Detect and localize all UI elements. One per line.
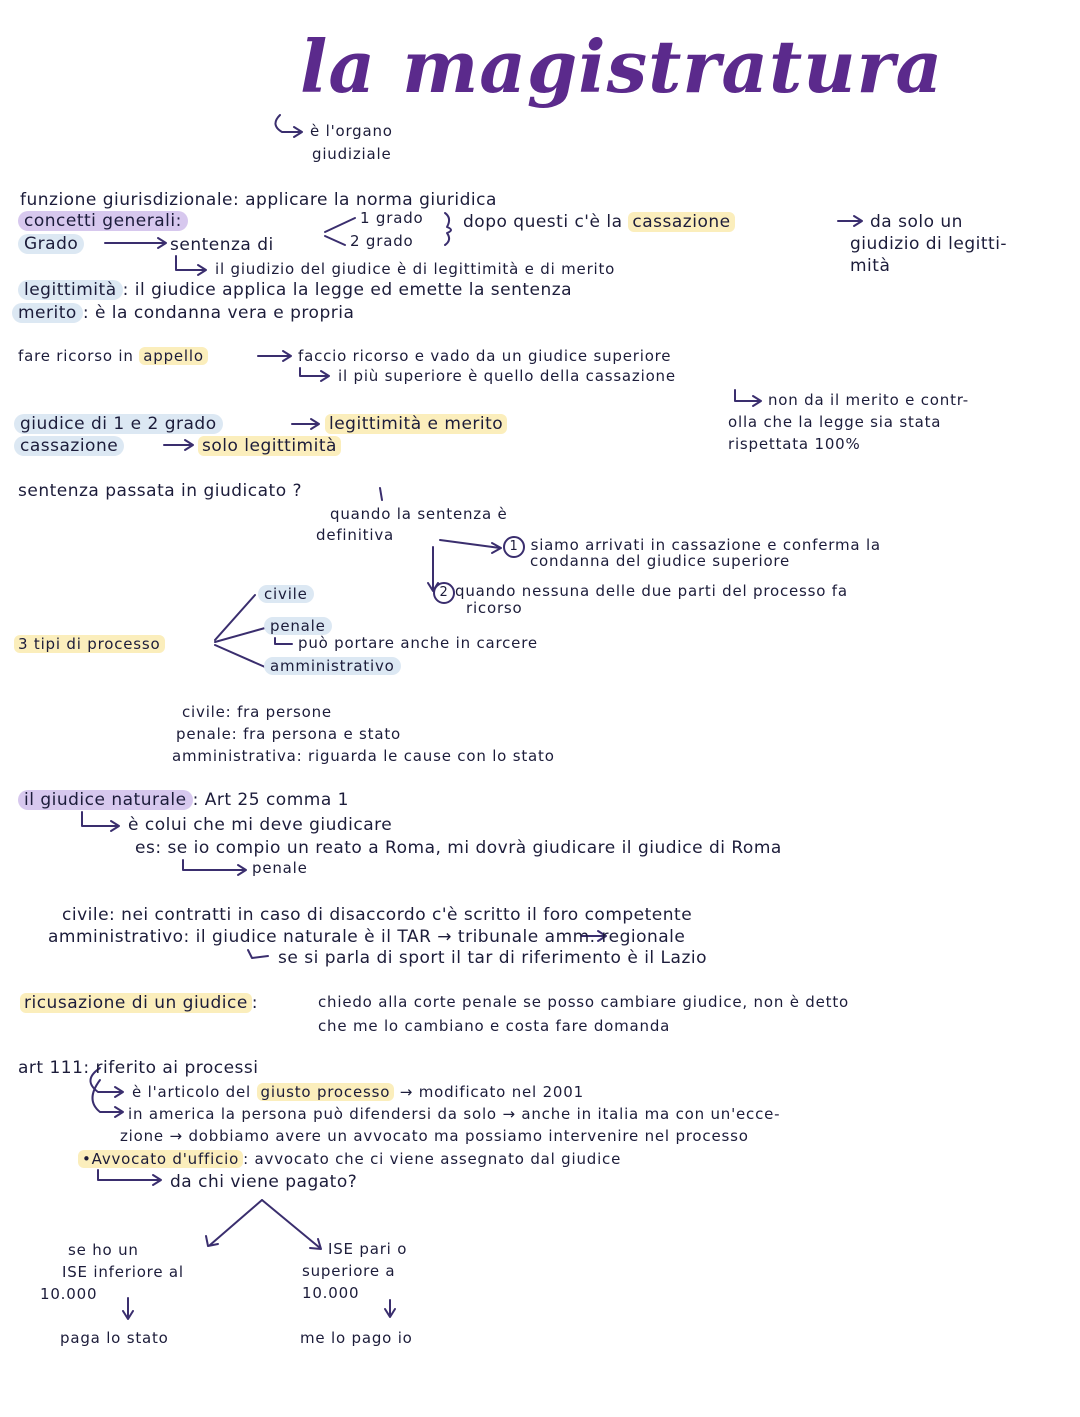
ricusazione-line: ricusazione di un giudice :: [20, 993, 258, 1013]
cassazione2-line: [14, 436, 124, 456]
gn-art: : Art 25 comma 1: [192, 790, 349, 810]
ricorso-line: [18, 348, 208, 365]
art111-a-post: → modificato nel 2001: [399, 1083, 584, 1101]
grado-label: Grado: [18, 234, 84, 254]
avvocato-label: •Avvocato d'ufficio: [78, 1150, 243, 1168]
penale-sub-arrow: [275, 638, 292, 644]
case1-arrow: [440, 540, 500, 548]
gn-arrow: [82, 812, 118, 826]
legittimita-label: legittimità: [18, 280, 123, 300]
case-1-number: 1: [503, 536, 525, 558]
title-sub-1: è l'organo: [310, 122, 393, 140]
dopo-questi: [463, 212, 735, 232]
cassazione2-val-text: solo legittimità: [198, 436, 341, 456]
left-result: paga lo stato: [60, 1329, 169, 1347]
def-penale: penale: fra persona e stato: [176, 725, 401, 743]
art111-line: art 111: riferito ai processi: [18, 1058, 259, 1078]
art111-a-pre: è l'articolo del: [132, 1083, 251, 1101]
gn-penale-arrow: [183, 860, 245, 870]
grado-heading: [18, 234, 84, 254]
legittimita-line: [18, 280, 572, 300]
grado-1: 1 grado: [360, 209, 424, 227]
cass-note-arrow: [735, 390, 760, 401]
avvocato-def: : avvocato che ci viene assegnato dal giudice: [243, 1150, 622, 1168]
merito-def: : è la condanna vera e propria: [82, 303, 355, 323]
avvocato-line: [78, 1151, 621, 1168]
case-2-number: 2: [433, 582, 455, 604]
funzione-line: funzione giurisdizionale: applicare la norma giuridica: [20, 190, 497, 210]
tree-left: [210, 1200, 262, 1245]
ricorso-label: fare ricorso in: [18, 347, 134, 365]
cass-note-3: rispettata 100%: [728, 435, 861, 453]
quando-2: definitiva: [316, 526, 394, 544]
right-result: me lo pago io: [300, 1329, 413, 1347]
avvocato-arrow: [98, 1170, 160, 1180]
giudicato-arrow: [380, 488, 382, 500]
giudizio-arrow: [176, 256, 205, 270]
cassazione2-val: [198, 436, 341, 456]
tipi-label: [14, 636, 165, 653]
left-branch-2: ISE inferiore al: [62, 1263, 184, 1281]
dopo-text: dopo questi c'è la: [463, 212, 623, 232]
giudice12-line: [14, 414, 223, 434]
gn-line: [18, 790, 349, 810]
tipo-civile: [258, 586, 314, 603]
gn-es: es: se io compio un reato a Roma, mi dovrà giudicare il giudice di Roma: [135, 838, 782, 858]
branch-up: [325, 218, 355, 232]
def-amm: amministrativa: riguarda le cause con lo stato: [172, 747, 555, 765]
legittimita-def: : il giudice applica la legge ed emette la sentenza: [122, 280, 573, 300]
right-branch-3: 10.000: [302, 1284, 360, 1302]
giudice12-val: [325, 414, 507, 434]
giudizio-line: il giudizio del giudice è di legittimità e di merito: [215, 260, 616, 278]
cassazione2-label: cassazione: [14, 436, 124, 456]
branch-down: [325, 236, 345, 245]
page-title: la magistratura: [300, 24, 944, 109]
giudice12-val-text: legittimità e merito: [325, 414, 507, 434]
ricorso-sub: il più superiore è quello della cassazione: [338, 367, 676, 385]
case-2-text: quando nessuna delle due parti del processo fa: [455, 582, 848, 600]
grado-2: 2 grado: [350, 232, 414, 250]
cassazione-note-3: mità: [850, 256, 891, 276]
sport-line: se si parla di sport il tar di riferimento è il Lazio: [278, 948, 707, 968]
ricorso-hl: appello: [139, 347, 208, 365]
sentenza-di: sentenza di: [170, 235, 274, 255]
cassazione-label: cassazione: [628, 212, 734, 232]
art111-c: zione → dobbiamo avere un avvocato ma possiamo intervenire nel processo: [120, 1127, 749, 1145]
art111-a: [132, 1084, 584, 1101]
tipi-text: 3 tipi di processo: [14, 635, 165, 653]
right-branch-1: ISE pari o: [328, 1240, 408, 1258]
penale-label: penale: [264, 617, 332, 635]
tipo-penale: [264, 618, 332, 635]
concetti-heading: [18, 211, 188, 231]
merito-label: merito: [12, 303, 83, 323]
tree-left-head: [206, 1236, 218, 1246]
cassazione-note-1: da solo un: [870, 212, 963, 232]
case-1-text: siamo arrivati in cassazione e conferma la: [530, 536, 881, 554]
merito-line: [12, 303, 354, 323]
tree-right: [262, 1200, 320, 1248]
ricusazione-label: ricusazione di un giudice: [20, 993, 252, 1013]
tipi-branch-3: [215, 645, 265, 667]
gn-def: è colui che mi deve giudicare: [128, 815, 393, 835]
quando-1: quando la sentenza è: [330, 505, 508, 523]
tipo-amministrativo: [264, 658, 401, 675]
gn-penale: penale: [252, 859, 308, 877]
ricusazione-def-1: chiedo alla corte penale se posso cambiare giudice, non è detto: [318, 993, 849, 1011]
cassazione-note-2: giudizio di legitti-: [850, 234, 1008, 254]
amministrativo-label: amministrativo: [264, 657, 401, 675]
civile-label: civile: [258, 585, 314, 603]
giudice12-label: giudice di 1 e 2 grado: [14, 414, 223, 434]
ricusazione-def-2: che me lo cambiano e costa fare domanda: [318, 1017, 671, 1035]
case-1b: condanna del giudice superiore: [530, 552, 791, 570]
giudicato-line: sentenza passata in giudicato ?: [18, 481, 303, 501]
title-sub-2: giudiziale: [312, 145, 392, 163]
civile-contratti: civile: nei contratti in caso di disaccordo c'è scritto il foro competente: [62, 905, 693, 925]
case-2b: ricorso: [466, 599, 523, 617]
cass-note-1: non da il merito e contr-: [768, 391, 969, 409]
gn-label: il giudice naturale: [18, 790, 193, 810]
cass-note-2: olla che la legge sia stata: [728, 413, 942, 431]
amm-tar: amministrativo: il giudice naturale è il TAR → tribunale amm. regionale: [48, 927, 686, 947]
penale-sub: può portare anche in carcere: [298, 634, 538, 652]
brace: [445, 213, 451, 245]
def-civile: civile: fra persone: [182, 703, 332, 721]
sport-arrow: [248, 950, 268, 958]
left-branch-3: 10.000: [40, 1285, 98, 1303]
right-branch-2: superiore a: [302, 1262, 396, 1280]
pagato-question: da chi viene pagato?: [170, 1172, 358, 1192]
art111-a-hl: giusto processo: [257, 1083, 395, 1101]
left-branch-1: se ho un: [68, 1241, 139, 1259]
art111-b: in america la persona può difendersi da solo → anche in italia ma con un'ecce-: [128, 1105, 781, 1123]
concetti-label: concetti generali:: [18, 211, 188, 231]
ricorso-def: faccio ricorso e vado da un giudice superiore: [298, 347, 672, 365]
